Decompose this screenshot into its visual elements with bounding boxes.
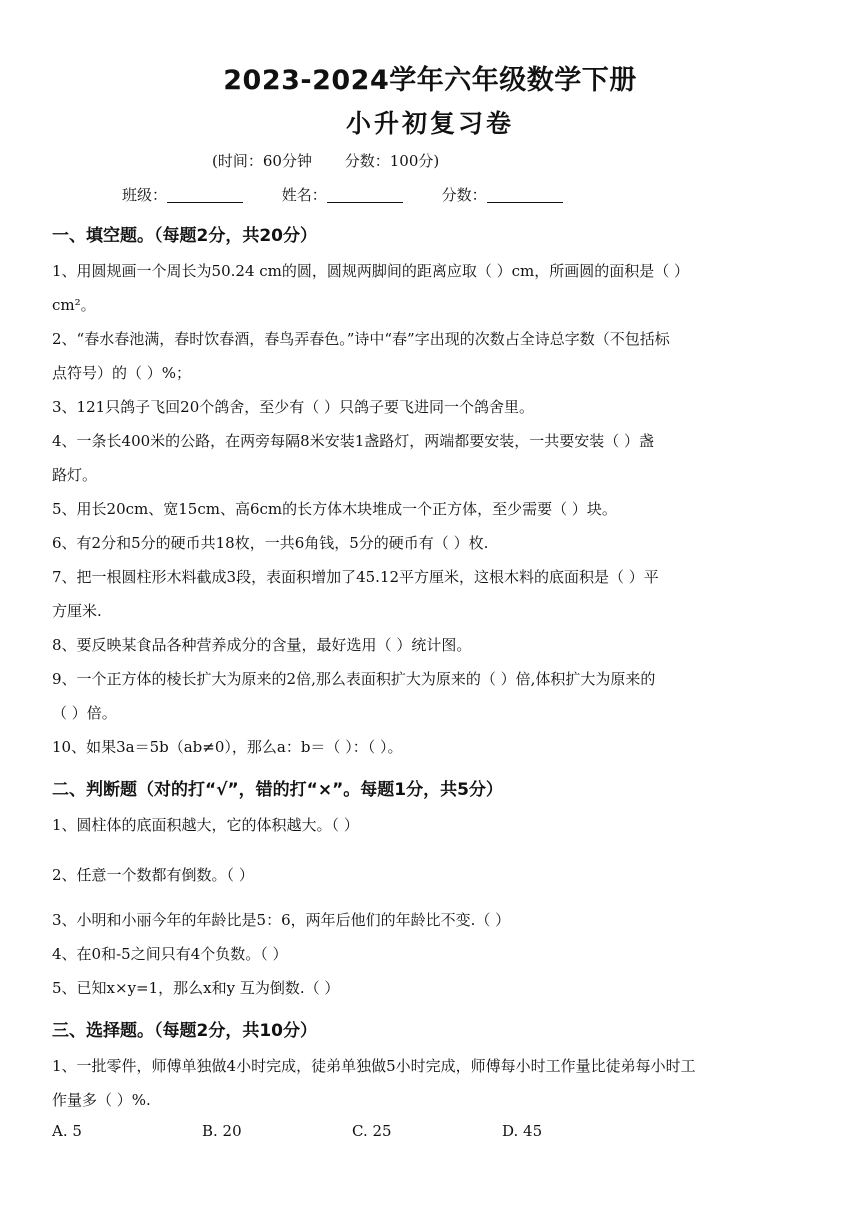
page-title: 2023-2024学年六年级数学下册 [223,65,637,96]
question-line: 方厘米. [52,602,102,620]
judge-question-4 [52,937,808,971]
question-line: 1、圆柱体的底面积越大，它的体积越大。（ ） [52,816,359,834]
class-field [122,184,243,205]
question-line: 9、一个正方体的棱长扩大为原来的2倍,那么表面积扩大为原来的（ ）倍,体积扩大为原来的 [52,670,656,688]
fill-question-4 [52,424,808,492]
question-line: 2、“春水春池满，春时饮春酒，春鸟弄春色。”诗中“春”字出现的次数占全诗总字数（不包括标 [52,330,670,348]
question-line: 6、有2分和5分的硬币共18枚，一共6角钱，5分的硬币有（ ）枚. [52,534,489,552]
question-line: 10、如果3a＝5b（ab≠0），那么a：b＝（ ）：（ ）。 [52,738,403,756]
name-field [282,184,403,205]
class-blank[interactable] [167,188,243,203]
fill-question-6 [52,526,808,560]
exam-meta [212,150,467,171]
question-line: 3、121只鸽子飞回20个鸽舍，至少有（ ）只鸽子要飞进同一个鸽舍里。 [52,398,535,416]
question-line: 5、已知x×y=1，那么x和y 互为倒数.（ ） [52,979,340,997]
question-line: 7、把一根圆柱形木料截成3段，表面积增加了45.12平方厘米，这根木料的底面积是（ ）平 [52,568,659,586]
fill-question-10 [52,730,808,764]
name-label: 姓名： [281,186,327,204]
fill-question-1 [52,254,808,322]
question-line: 4、一条长400米的公路，在两旁每隔8米安装1盏路灯，两端都要安装，一共要安装（ ）盏 [52,432,655,450]
question-line: 作量多（ ）%. [52,1091,151,1109]
score-blank[interactable] [487,188,563,203]
section-choice-title: 三、选择题。（每题2分，共10分） [52,1021,317,1041]
time-limit: (时间：60分钟 [212,152,312,170]
question-line: 4、在0和-5之间只有4个负数。（ ） [52,945,288,963]
class-label: 班级： [122,186,168,204]
question-line: 8、要反映某食品各种营养成分的含量，最好选用（ ）统计图。 [52,636,472,654]
section-fill-title: 一、填空题。（每题2分，共20分） [52,226,317,246]
name-blank[interactable] [327,188,403,203]
fill-question-5 [52,492,808,526]
section-judge-title: 二、判断题（对的打“√”，错的打“×”。每题1分，共5分） [52,780,503,800]
question-line: （ ）倍。 [52,704,117,722]
question-line: 点符号）的（ ）%； [52,364,192,382]
choice-question-1 [52,1049,808,1117]
judge-question-2 [52,858,808,892]
choice-option-d[interactable]: D. 45 [502,1122,543,1140]
judge-question-1 [52,808,808,842]
question-line: 5、用长20cm、宽15cm、高6cm的长方体木块堆成一个正方体，至少需要（ ）块。 [52,500,617,518]
fill-question-2 [52,322,808,390]
judge-question-5 [52,971,808,1005]
choice-option-c[interactable]: C. 25 [352,1122,392,1140]
question-line: 1、用圆规画一个周长为50.24 cm的圆，圆规两脚间的距离应取（ ）cm，所画圆的面积是（ ） [52,262,690,280]
student-info [122,184,597,205]
page-subtitle: 小升初复习卷 [345,109,514,138]
question-line: cm²。 [52,296,96,314]
score-label: 分数： [441,186,487,204]
question-line: 路灯。 [52,466,98,484]
question-line: 1、一批零件，师傅单独做4小时完成，徒弟单独做5小时完成，师傅每小时工作量比徒弟每小时工 [52,1057,696,1075]
score-field [442,184,563,205]
choice-option-b[interactable]: B. 20 [202,1122,242,1140]
fill-question-7 [52,560,808,628]
fill-question-9 [52,662,808,730]
question-line: 3、小明和小丽今年的年龄比是5：6，两年后他们的年龄比不变.（ ） [52,911,511,929]
total-score: 分数：100分) [344,152,440,170]
fill-question-3 [52,390,808,424]
fill-question-8 [52,628,808,662]
judge-question-3 [52,903,808,937]
question-line: 2、任意一个数都有倒数。（ ） [52,866,254,884]
choice-option-a[interactable]: A. 5 [52,1122,82,1140]
